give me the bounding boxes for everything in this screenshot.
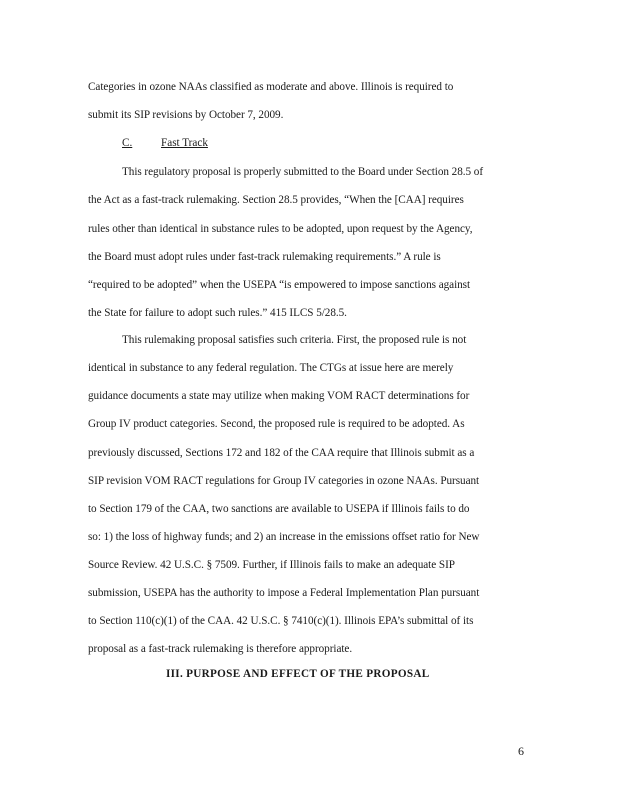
section-letter: C. <box>122 137 133 149</box>
text-line: submit its SIP revisions by October 7, 2009. <box>88 109 284 121</box>
paragraph-line: “required to be adopted” when the USEPA “is empowered to impose sanctions against <box>88 279 471 291</box>
paragraph-line: Group IV product categories. Second, the proposed rule is required to be adopted. As <box>88 418 465 430</box>
paragraph-line: This regulatory proposal is properly submitted to the Board under Section 28.5 of <box>122 166 484 178</box>
paragraph-line: This rulemaking proposal satisfies such criteria. First, the proposed rule is not <box>122 334 467 346</box>
paragraph-line: so: 1) the loss of highway funds; and 2) an increase in the emissions offset ratio for New <box>88 531 480 543</box>
paragraph-line: guidance documents a state may utilize when making VOM RACT determinations for <box>88 390 470 402</box>
paragraph-line: the Board must adopt rules under fast-track rulemaking requirements.” A rule is <box>88 251 441 263</box>
paragraph-line: the Act as a fast-track rulemaking. Section 28.5 provides, “When the [CAA] requires <box>88 194 464 206</box>
paragraph-line: previously discussed, Sections 172 and 182 of the CAA require that Illinois submit as a <box>88 447 475 459</box>
text-line: Categories in ozone NAAs classified as moderate and above. Illinois is required to <box>88 81 454 93</box>
paragraph-line: proposal as a fast-track rulemaking is therefore appropriate. <box>88 643 353 655</box>
page-number: 6 <box>518 744 524 758</box>
section-title: Fast Track <box>161 137 208 149</box>
paragraph-line: rules other than identical in substance rules to be adopted, upon request by the Agency, <box>88 223 473 235</box>
paragraph-line: to Section 179 of the CAA, two sanctions are available to USEPA if Illinois fails to do <box>88 503 470 515</box>
paragraph-line: SIP revision VOM RACT regulations for Group IV categories in ozone NAAs. Pursuant <box>88 475 480 487</box>
paragraph-line: submission, USEPA has the authority to impose a Federal Implementation Plan pursuant <box>88 587 480 599</box>
section-heading <box>122 136 208 150</box>
paragraph-line: to Section 110(c)(1) of the CAA. 42 U.S.C. § 7410(c)(1). Illinois EPA’s submittal of its <box>88 615 474 627</box>
paragraph-line: identical in substance to any federal regulation. The CTGs at issue here are merely <box>88 362 454 374</box>
major-heading: III. PURPOSE AND EFFECT OF THE PROPOSAL <box>166 668 430 680</box>
paragraph-line: Source Review. 42 U.S.C. § 7509. Further, if Illinois fails to make an adequate SIP <box>88 559 455 571</box>
paragraph-line: the State for failure to adopt such rules.” 415 ILCS 5/28.5. <box>88 307 347 319</box>
